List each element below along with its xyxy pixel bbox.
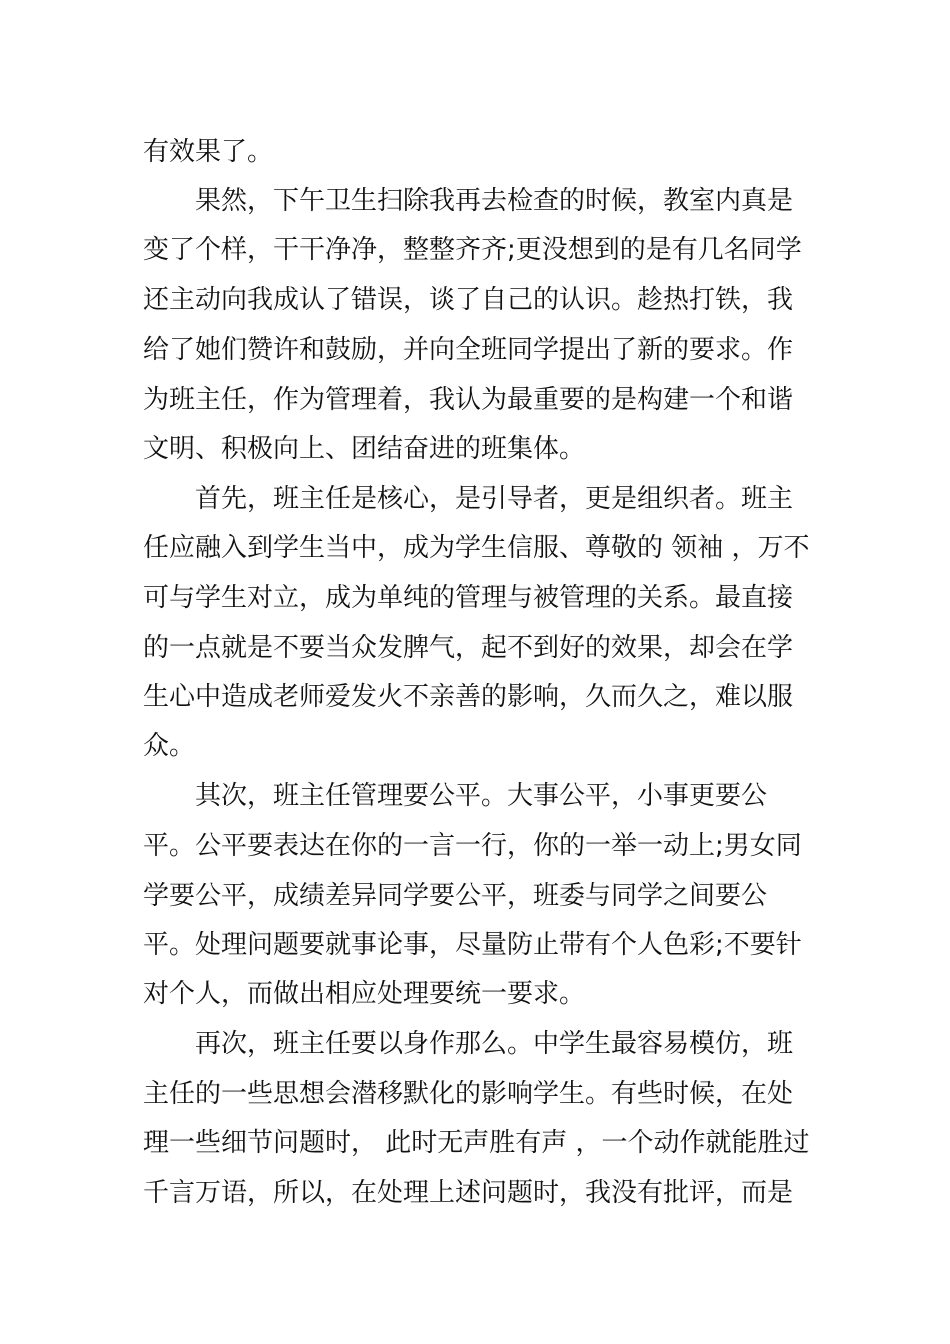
text-line: 千言万语，所以，在处理上述问题时，我没有批评，而是 — [143, 1178, 794, 1208]
text-line: 生心中造成老师爱发火不亲善的影响，久而久之，难以服 — [143, 682, 794, 712]
text-line: 主任的一些思想会潜移默化的影响学生。有些时候，在处 — [143, 1079, 794, 1109]
text-line: 的一点就是不要当众发脾气，起不到好的效果，却会在学 — [143, 633, 794, 663]
paragraph-first-line: 首先，班主任是核心，是引导者，更是组织者。班主 — [195, 484, 794, 514]
text-line: 众。 — [143, 731, 196, 761]
text-line: 还主动向我成认了错误，谈了自己的认识。趁热打铁，我 — [143, 285, 794, 315]
text-line: 可与学生对立，成为单纯的管理与被管理的关系。最直接 — [143, 583, 794, 613]
text-line: 任应融入到学生当中，成为学生信服、尊敬的 领袖 ，万不 — [143, 533, 810, 563]
text-line: 理一些细节问题时， 此时无声胜有声 ，一个动作就能胜过 — [143, 1128, 810, 1158]
text-line: 为班主任，作为管理着，我认为最重要的是构建一个和谐 — [143, 385, 794, 415]
text-line: 有效果了。 — [143, 137, 274, 167]
text-line: 文明、积极向上、团结奋进的班集体。 — [143, 434, 586, 464]
text-line: 对个人，而做出相应处理要统一要求。 — [143, 979, 586, 1009]
paragraph-first-line: 果然，下午卫生扫除我再去检查的时候，教室内真是 — [195, 186, 794, 216]
paragraph-first-line: 再次，班主任要以身作那么。中学生最容易模仿，班 — [195, 1029, 794, 1059]
text-line: 平。处理问题要就事论事，尽量防止带有个人色彩;不要针 — [143, 930, 802, 960]
text-line: 变了个样，干干净净，整整齐齐;更没想到的是有几名同学 — [143, 235, 802, 265]
text-line: 给了她们赞许和鼓励，并向全班同学提出了新的要求。作 — [143, 335, 794, 365]
paragraph-first-line: 其次，班主任管理要公平。大事公平，小事更要公 — [195, 781, 768, 811]
text-line: 平。公平要表达在你的一言一行，你的一举一动上;男女同 — [143, 831, 802, 861]
text-line: 学要公平，成绩差异同学要公平，班委与同学之间要公 — [143, 881, 768, 911]
